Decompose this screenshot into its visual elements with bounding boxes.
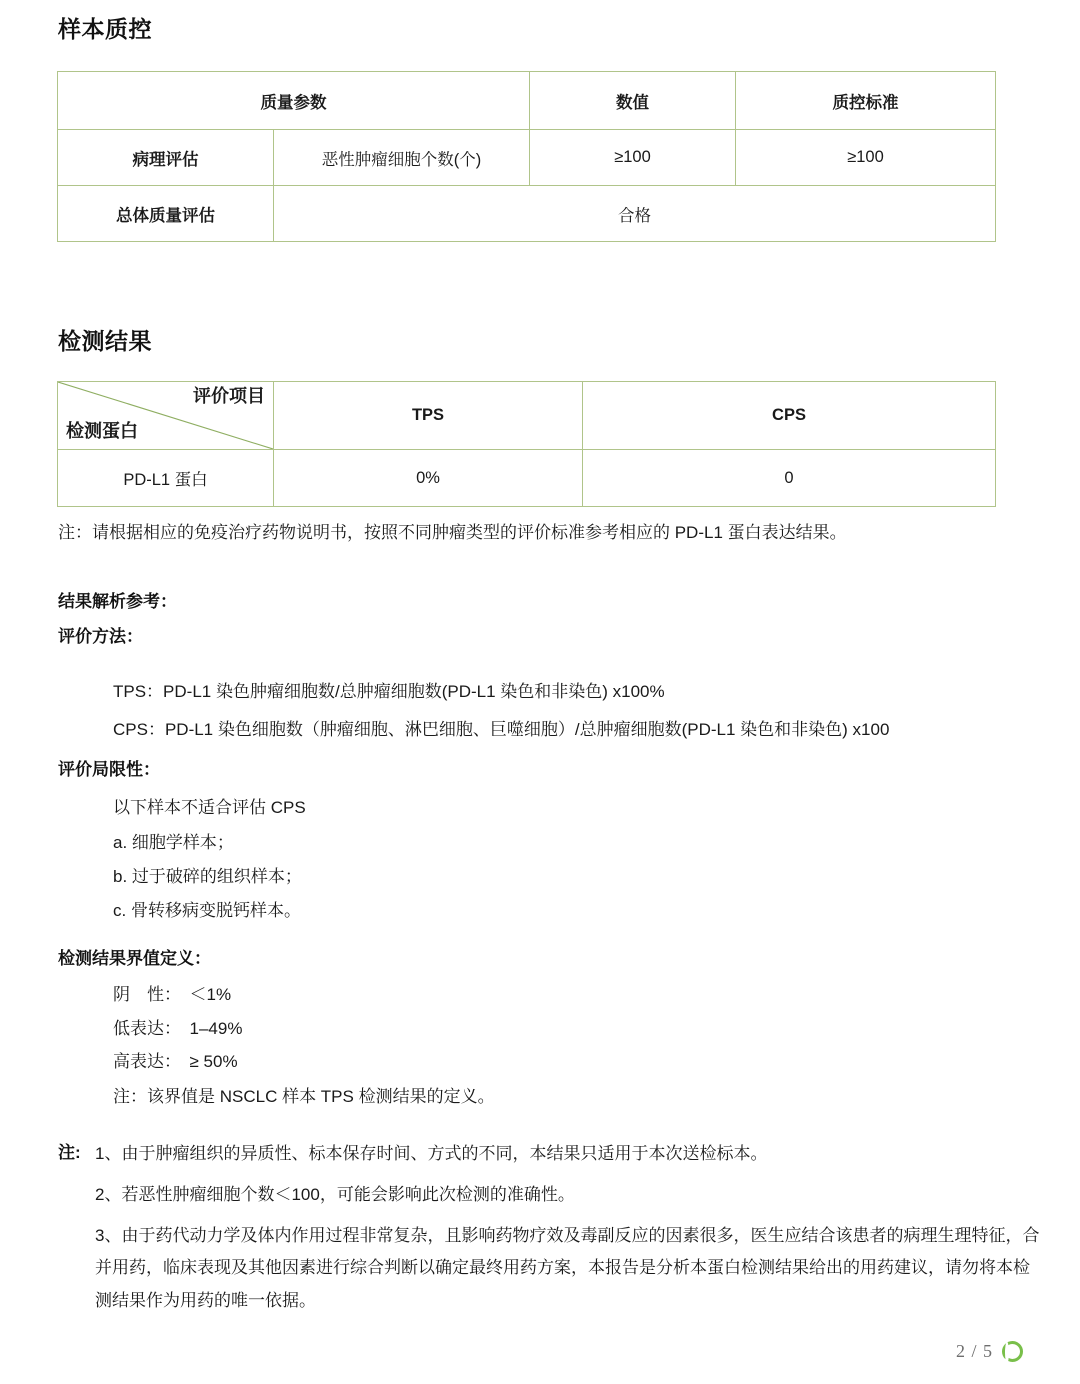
table-row <box>58 130 996 186</box>
qc-header-standard: 质控标准 <box>736 72 996 130</box>
footer-note-1: 1、由于肿瘤组织的异质性、标本保存时间、方式的不同，本结果只适用于本次送检标本。 <box>95 1144 768 1163</box>
table-row <box>58 186 996 242</box>
threshold-negative: 阴 性： ＜1% <box>113 985 232 1004</box>
interpretation-heading: 结果解析参考： <box>58 592 177 611</box>
qc-row-label-overall: 总体质量评估 <box>58 186 274 242</box>
qc-cell-value: ≥100 <box>530 130 736 186</box>
evaluation-method-title: 评价方法： <box>58 627 143 646</box>
sample-qc-table <box>57 71 996 242</box>
limitation-title: 评价局限性： <box>58 760 160 779</box>
footer-notes-label: 注: <box>58 1143 81 1162</box>
qc-cell-parameter: 恶性肿瘤细胞个数(个) <box>274 130 530 186</box>
table-header-row <box>58 382 996 450</box>
page-footer <box>956 1341 1023 1362</box>
result-header-tps: TPS <box>274 382 583 450</box>
result-header-cps: CPS <box>583 382 996 450</box>
threshold-note: 注：该界值是 NSCLC 样本 TPS 检测结果的定义。 <box>113 1087 495 1106</box>
qc-header-parameter: 质量参数 <box>58 72 530 130</box>
threshold-high-expression: 高表达： ≥ 50% <box>113 1052 238 1071</box>
qc-row-label-pathology: 病理评估 <box>58 130 274 186</box>
result-corner-label-evaluation-item: 评价项目 <box>193 386 265 406</box>
qc-header-value: 数值 <box>530 72 736 130</box>
result-cell-cps-value: 0 <box>583 450 996 507</box>
page-number: 2 / 5 <box>955 1341 993 1361</box>
limitation-item-b: b. 过于破碎的组织样本； <box>113 867 302 886</box>
threshold-title: 检测结果界值定义： <box>58 949 211 968</box>
limitation-item-a: a. 细胞学样本； <box>113 833 234 852</box>
limitation-item-c: c. 骨转移病变脱钙样本。 <box>113 901 301 920</box>
qc-cell-standard: ≥100 <box>736 130 996 186</box>
evaluation-method-tps: TPS：PD-L1 染色肿瘤细胞数/总肿瘤细胞数(PD-L1 染色和非染色) x100% <box>113 682 665 701</box>
result-corner-header-cell <box>58 382 274 450</box>
qc-cell-overall-result: 合格 <box>274 186 996 242</box>
page-title-test-result: 检测结果 <box>58 328 152 354</box>
brand-logo-icon <box>1002 1341 1023 1362</box>
page-title-sample-qc: 样本质控 <box>58 16 152 42</box>
result-cell-protein: PD-L1 蛋白 <box>58 450 274 507</box>
result-corner-label-protein: 检测蛋白 <box>66 421 138 442</box>
footer-note-2: 2、若恶性肿瘤细胞个数＜100，可能会影响此次检测的准确性。 <box>95 1185 575 1204</box>
table-row <box>58 450 996 507</box>
footer-note-3: 3、由于药代动力学及体内作用过程非常复杂，且影响药物疗效及毒副反应的因素很多，医生应结合该患者的病理生理特征，合并用药，临床表现及其他因素进行综合判断以确定最终用药方案，本报告是分析本蛋白检测结果给出的用药建议，请勿将本检测结果作为用药的唯一依据。 <box>95 1226 1040 1310</box>
brand-logo-inner-ring <box>1005 1342 1009 1363</box>
evaluation-method-cps: CPS：PD-L1 染色细胞数（肿瘤细胞、淋巴细胞、巨噬细胞）/总肿瘤细胞数(PD-L1 染色和非染色) x100 <box>113 720 890 739</box>
limitation-intro: 以下样本不适合评估 CPS <box>113 798 306 817</box>
result-table-note: 注：请根据相应的免疫治疗药物说明书，按照不同肿瘤类型的评价标准参考相应的 PD-L1 蛋白表达结果。 <box>58 523 847 542</box>
threshold-low-expression: 低表达： 1–49% <box>113 1019 243 1038</box>
table-header-row <box>58 72 996 130</box>
result-cell-tps-value: 0% <box>274 450 583 507</box>
test-result-table <box>57 381 996 507</box>
